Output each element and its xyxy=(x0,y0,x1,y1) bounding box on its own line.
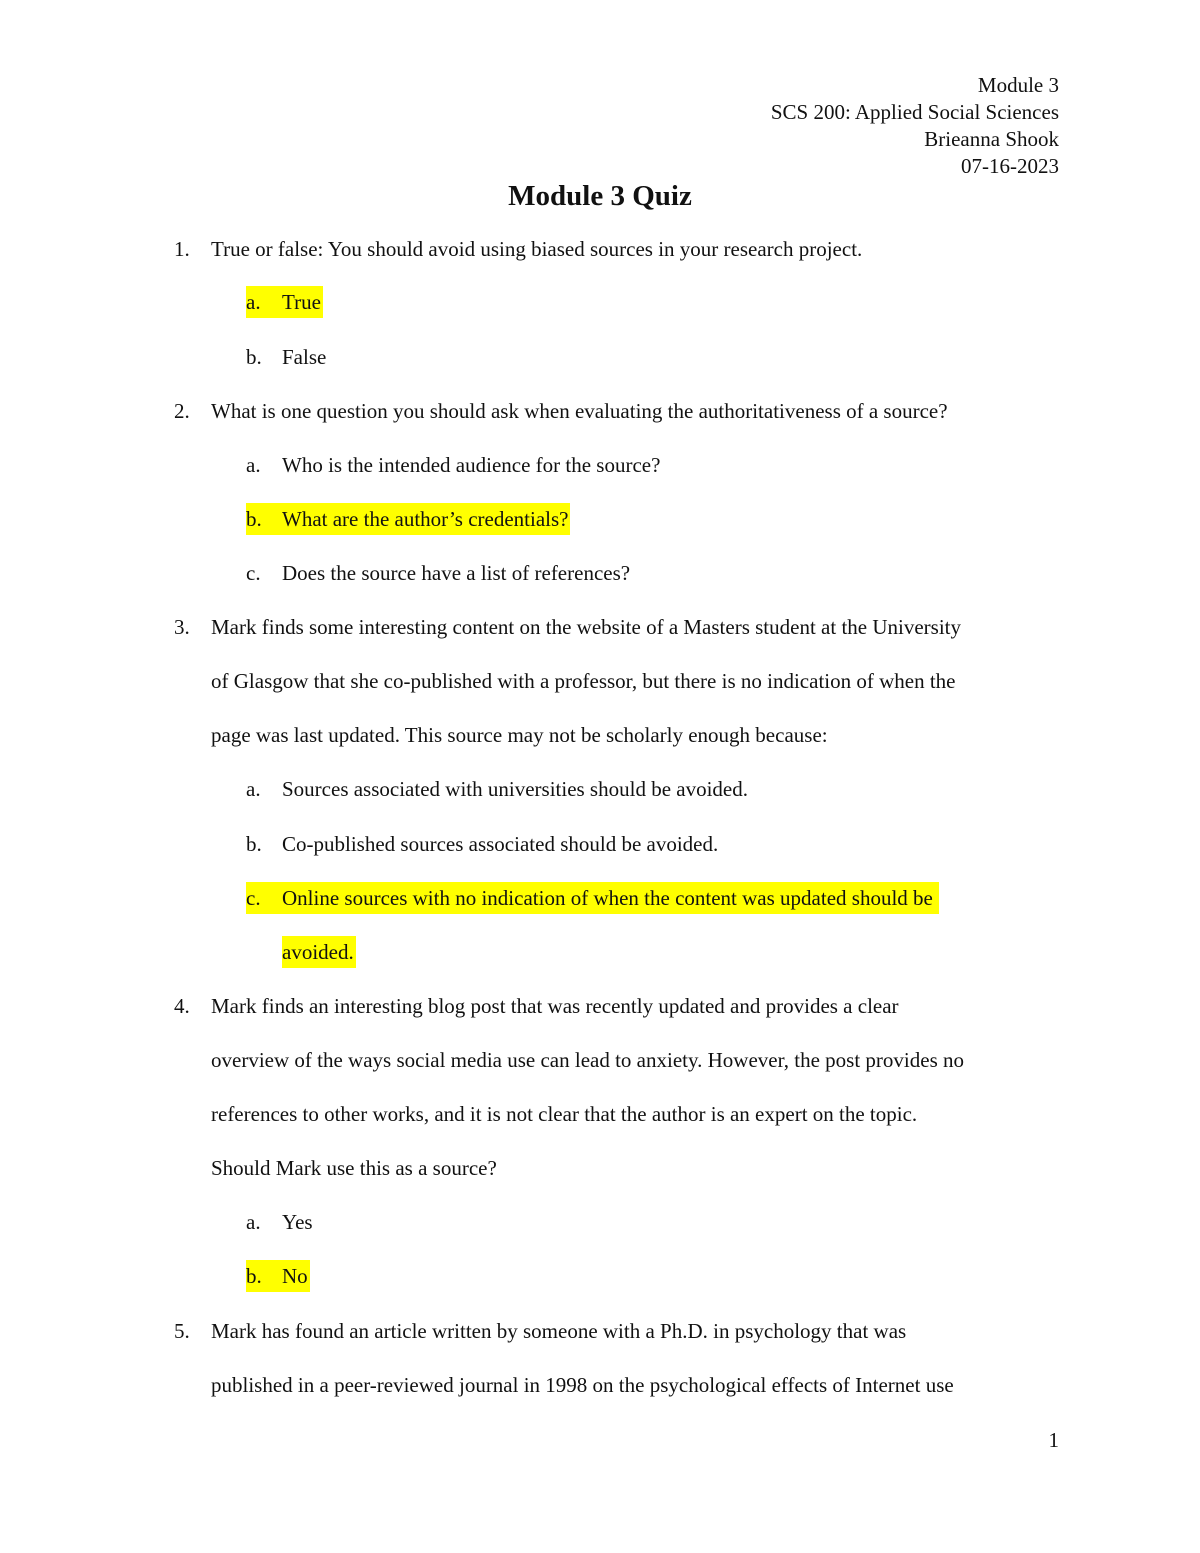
question-text-line: published in a peer-reviewed journal in 1998 on the psychological effects of Internet use xyxy=(211,1373,954,1397)
option-text: No xyxy=(282,1264,308,1288)
question-number: 4. xyxy=(174,994,190,1018)
option-1b xyxy=(246,341,326,373)
option-3b xyxy=(246,828,718,860)
option-text: Sources associated with universities should be avoided. xyxy=(282,777,748,801)
question-1 xyxy=(174,222,1074,276)
page-number: 1 xyxy=(1048,1428,1059,1452)
option-3a xyxy=(246,773,748,805)
option-3c xyxy=(246,882,939,914)
option-letter: b. xyxy=(246,1264,262,1288)
option-letter: b. xyxy=(246,507,262,531)
option-letter: c. xyxy=(246,561,261,585)
question-text: What is one question you should ask when evaluating the authoritativeness of a source? xyxy=(211,399,948,423)
header-date: 07-16-2023 xyxy=(961,154,1059,178)
question-number: 3. xyxy=(174,615,190,639)
option-text: Online sources with no indication of when the content was updated should be xyxy=(282,886,933,910)
option-letter: b. xyxy=(246,345,262,369)
option-text: False xyxy=(282,345,327,369)
question-text-line: Mark finds some interesting content on the website of a Masters student at the University xyxy=(211,615,962,639)
option-text: Yes xyxy=(282,1210,313,1234)
question-text-line: Mark finds an interesting blog post that was recently updated and provides a clear xyxy=(211,994,899,1018)
option-letter: a. xyxy=(246,453,261,477)
option-letter: a. xyxy=(246,290,261,314)
question-3 xyxy=(174,600,1074,762)
option-text: What are the author’s credentials? xyxy=(282,507,569,531)
question-text-line: Should Mark use this as a source? xyxy=(211,1156,497,1180)
question-number: 5. xyxy=(174,1319,190,1343)
header-block xyxy=(771,72,1059,180)
question-number: 2. xyxy=(174,399,190,423)
question-text-line: Mark has found an article written by someone with a Ph.D. in psychology that was xyxy=(211,1319,907,1343)
option-2b xyxy=(246,503,570,535)
question-text-line: references to other works, and it is not clear that the author is an expert on the topic. xyxy=(211,1102,918,1126)
option-2c xyxy=(246,557,630,589)
question-text: True or false: You should avoid using biased sources in your research project. xyxy=(211,237,863,261)
header-course: SCS 200: Applied Social Sciences xyxy=(770,100,1059,124)
option-2a xyxy=(246,449,660,481)
question-5 xyxy=(174,1304,1074,1412)
question-text-line: of Glasgow that she co-published with a professor, but there is no indication of when the xyxy=(211,669,956,693)
option-3c-continuation: avoided. xyxy=(282,936,356,968)
option-text: Does the source have a list of references? xyxy=(282,561,631,585)
option-4b xyxy=(246,1260,310,1292)
question-4 xyxy=(174,979,1074,1195)
option-letter: a. xyxy=(246,777,261,801)
question-2 xyxy=(174,384,1074,438)
option-text: Who is the intended audience for the source? xyxy=(282,453,661,477)
header-module: Module 3 xyxy=(977,73,1059,97)
page-title: Module 3 Quiz xyxy=(508,180,692,212)
option-letter: a. xyxy=(246,1210,261,1234)
question-text-line: overview of the ways social media use can lead to anxiety. However, the post provides no xyxy=(211,1048,964,1072)
header-author: Brieanna Shook xyxy=(924,127,1059,151)
option-1a xyxy=(246,286,323,318)
option-letter: c. xyxy=(246,886,261,910)
question-number: 1. xyxy=(174,237,190,261)
option-letter: b. xyxy=(246,832,262,856)
question-text-line: page was last updated. This source may not be scholarly enough because: xyxy=(211,723,828,747)
option-text: Co-published sources associated should be avoided. xyxy=(282,832,719,856)
option-4a xyxy=(246,1206,313,1238)
option-text: True xyxy=(282,290,321,314)
